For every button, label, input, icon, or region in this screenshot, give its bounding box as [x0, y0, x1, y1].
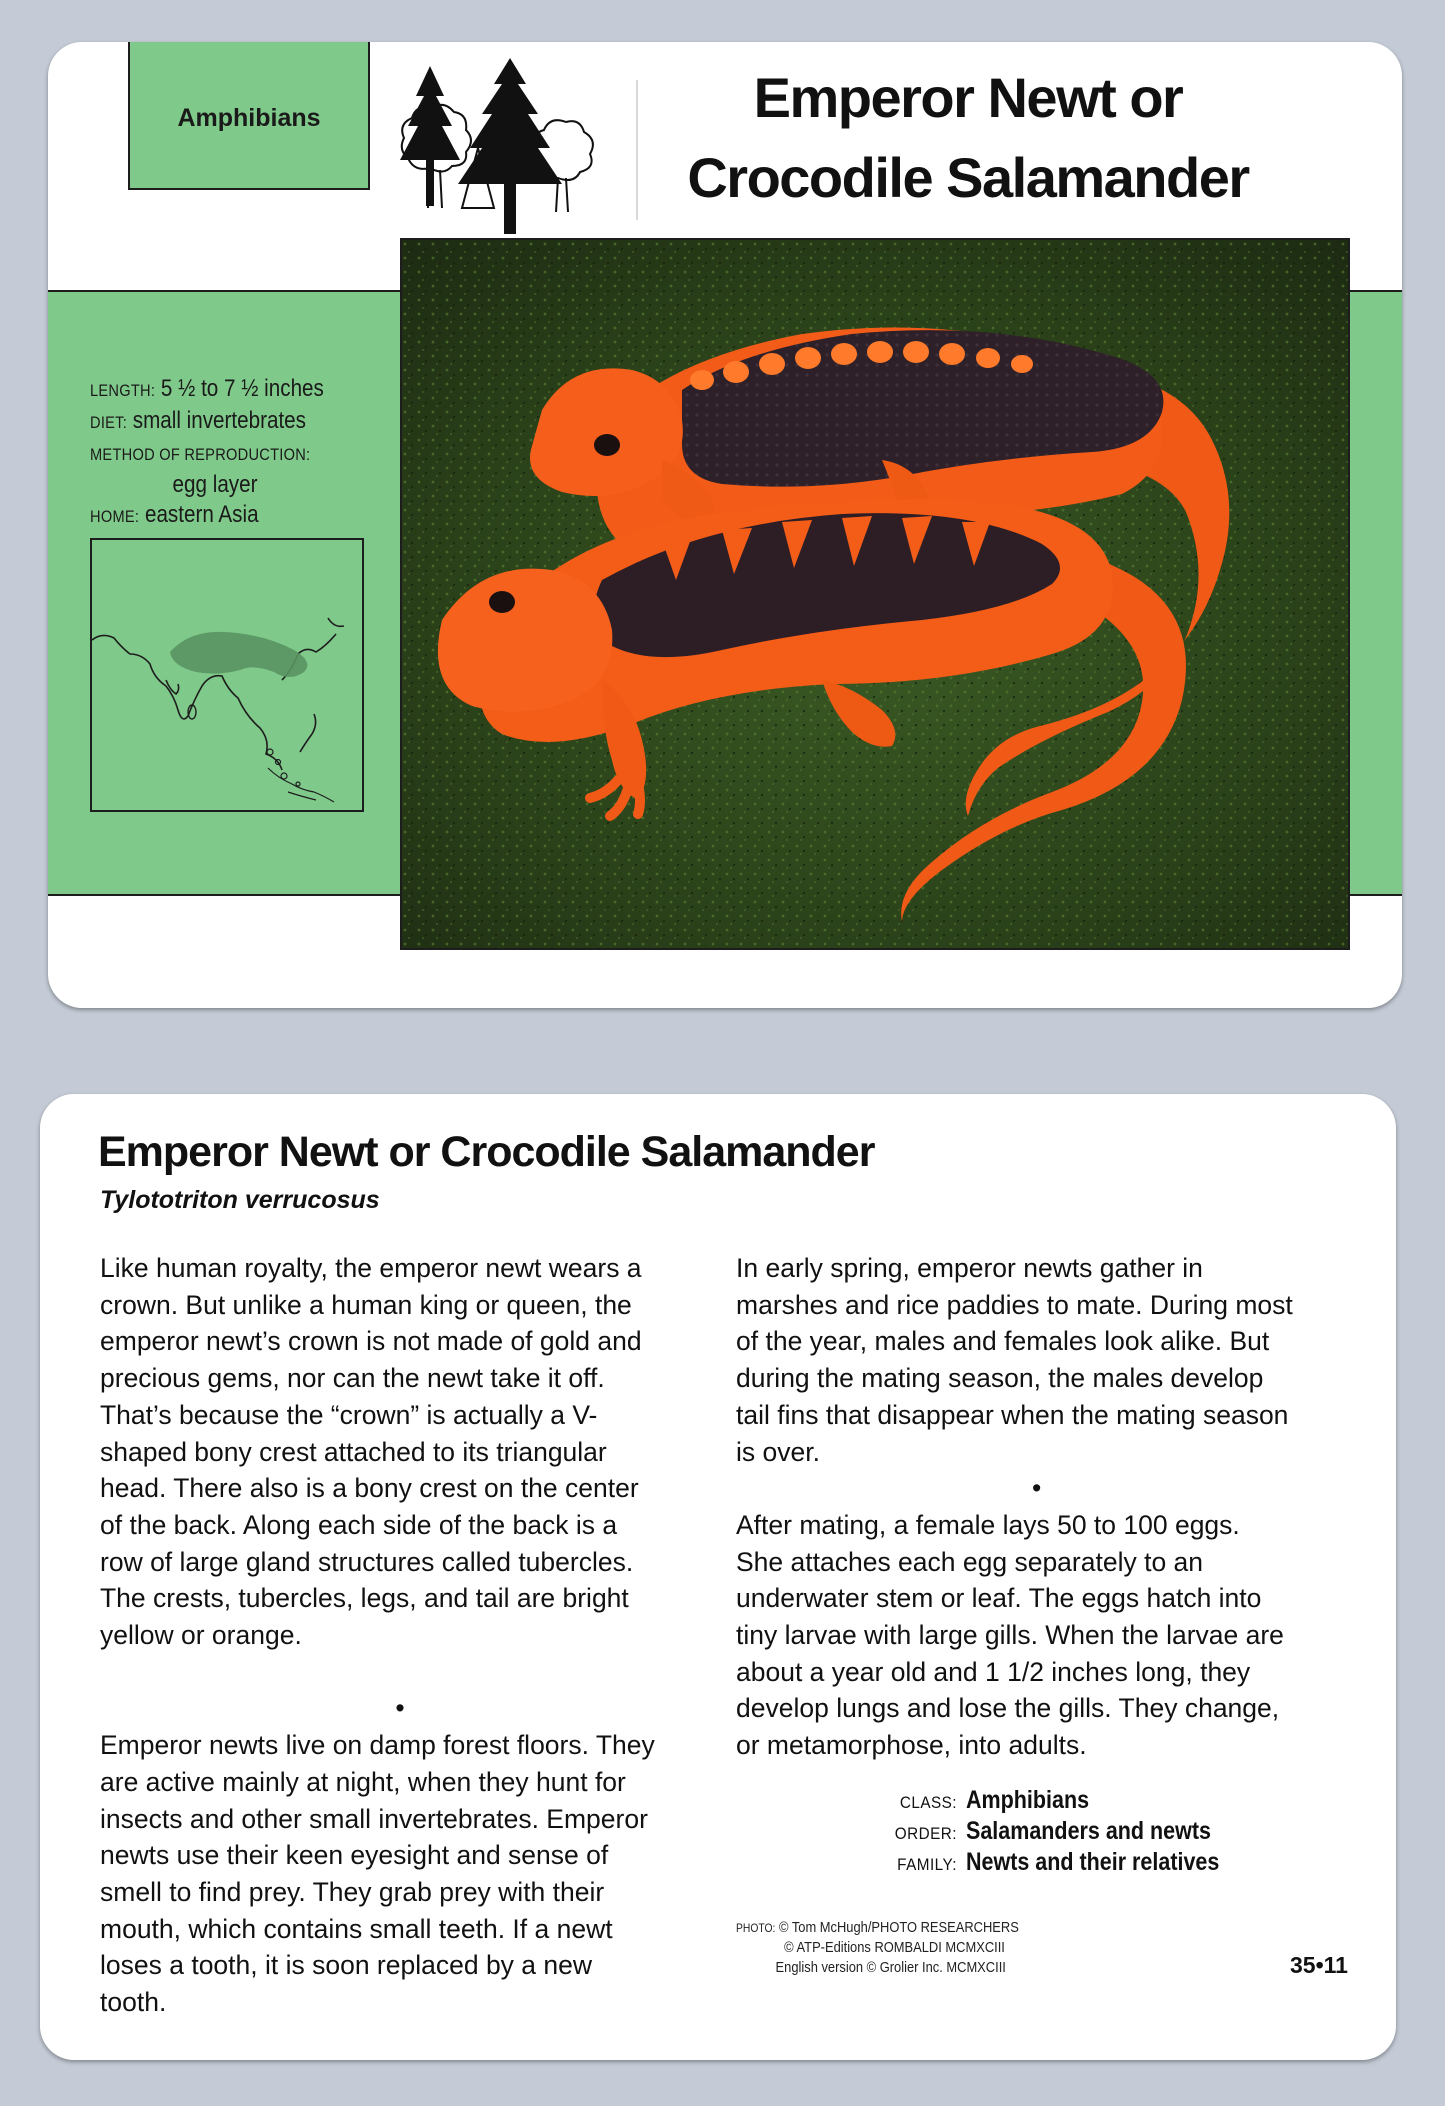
text-line: marshes and rice paddies to mate. During most: [736, 1289, 1293, 1320]
diet-value: small invertebrates: [132, 407, 306, 434]
credit-line: © ATP-Editions ROMBALDI MCMXCIII: [784, 1939, 1005, 1956]
taxonomy-family: [882, 1848, 1261, 1879]
range-map-drawing: [92, 540, 362, 810]
newt-photo-drawing: [402, 240, 1348, 948]
front-title: [608, 58, 1328, 218]
order-value: Salamanders and newts: [966, 1817, 1211, 1845]
paragraph-separator: •: [1032, 1473, 1042, 1504]
text-column-left: [100, 1250, 700, 2021]
scientific-name: Tylototriton verrucosus: [100, 1186, 380, 1214]
front-card: [48, 42, 1402, 1008]
newt-photo: [400, 238, 1350, 950]
text-line: tiny larvae with large gills. When the larvae are: [736, 1620, 1284, 1651]
credit-line: English version © Grolier Inc. MCMXCIII: [775, 1959, 1006, 1976]
text-line: are active mainly at night, when they hunt for: [100, 1766, 626, 1797]
text-line: shaped bony crest attached to its triangular: [100, 1436, 607, 1467]
photo-label: PHOTO:: [736, 1921, 776, 1935]
fact-method: [90, 438, 348, 470]
family-value: Newts and their relatives: [966, 1848, 1220, 1876]
home-label: HOME:: [90, 507, 140, 526]
text-line: newts use their keen eyesight and sense of: [100, 1840, 609, 1871]
text-line: during the mating season, the males develop: [736, 1363, 1264, 1394]
text-line: underwater stem or leaf. The eggs hatch into: [736, 1583, 1262, 1614]
taxonomy-order: [882, 1817, 1261, 1848]
text-line: That’s because the “crown” is actually a V-: [100, 1399, 598, 1430]
fact-list: [90, 374, 390, 532]
front-title-line1: Emperor Newt or: [753, 66, 1183, 129]
front-title-line2: Crocodile Salamander: [687, 146, 1249, 209]
text-line: emperor newt’s crown is not made of gold and: [100, 1326, 642, 1357]
text-line: of the year, males and females look alike. But: [736, 1326, 1270, 1357]
fact-home: [90, 500, 348, 532]
fact-diet: [90, 406, 348, 438]
method-label: METHOD OF REPRODUCTION:: [90, 445, 311, 464]
fact-method-value: [90, 470, 348, 500]
text-line: tail fins that disappear when the mating season: [736, 1399, 1289, 1430]
text-line: tooth.: [100, 1987, 167, 2018]
paragraph-separator: [100, 1654, 700, 1691]
order-label: ORDER:: [894, 1824, 957, 1843]
range-area: [170, 632, 307, 677]
credit-photographer: © Tom McHugh/PHOTO RESEARCHERS: [778, 1919, 1019, 1936]
diet-label: DIET:: [90, 413, 128, 432]
forest-habitat-icon: [390, 58, 605, 236]
text-line: crown. But unlike a human king or queen, the: [100, 1289, 632, 1320]
text-line: Emperor newts live on damp forest floors. They: [100, 1730, 655, 1761]
text-line: precious gems, nor can the newt take it off.: [100, 1363, 605, 1394]
text-line: In early spring, emperor newts gather in: [736, 1253, 1203, 1283]
taxonomy-class: [882, 1786, 1261, 1817]
text-line: is over.: [736, 1436, 820, 1467]
paragraph-eggs: [736, 1507, 1346, 1764]
text-line: smell to find prey. They grab prey with their: [100, 1876, 605, 1907]
text-line: row of large gland structures called tubercles.: [100, 1546, 634, 1577]
fact-length: [90, 374, 348, 406]
text-line: loses a tooth, it is soon replaced by a new: [100, 1950, 593, 1981]
class-value: Amphibians: [966, 1786, 1090, 1814]
text-line: She attaches each egg separately to an: [736, 1546, 1204, 1577]
text-line: Like human royalty, the emperor newt wears a: [100, 1253, 642, 1283]
text-line: about a year old and 1 1/2 inches long, they: [736, 1656, 1251, 1687]
category-label: Amphibians: [177, 103, 321, 132]
paragraph-mating: [736, 1250, 1346, 1470]
text-line: of the back. Along each side of the back is a: [100, 1509, 618, 1540]
text-line: or metamorphose, into adults.: [736, 1730, 1087, 1761]
class-label: CLASS:: [899, 1793, 957, 1812]
text-line: mouth, which contains small teeth. If a newt: [100, 1913, 613, 1944]
back-title: Emperor Newt or Crocodile Salamander: [98, 1128, 875, 1176]
text-line: After mating, a female lays 50 to 100 eggs.: [736, 1509, 1240, 1540]
home-value: eastern Asia: [144, 501, 259, 528]
length-label: LENGTH:: [90, 381, 156, 400]
text-column-right: [736, 1250, 1346, 1764]
method-value: egg layer: [172, 471, 258, 498]
text-line: head. There also is a bony crest on the center: [100, 1473, 639, 1504]
photo-credits: [736, 1918, 1065, 1978]
paragraph-royalty: [100, 1250, 700, 1654]
back-card: [40, 1094, 1396, 2060]
length-value: 5 ½ to 7 ½ inches: [160, 375, 324, 402]
family-label: FAMILY:: [897, 1855, 957, 1874]
credit-line: [736, 1918, 1019, 1938]
category-tag: [128, 42, 370, 190]
range-map: [90, 538, 364, 812]
taxonomy-block: [882, 1786, 1261, 1879]
text-line: The crests, tubercles, legs, and tail are bright: [100, 1583, 629, 1614]
paragraph-habitat: [100, 1727, 700, 2021]
paragraph-separator: •: [395, 1693, 405, 1724]
text-line: develop lungs and lose the gills. They change,: [736, 1693, 1280, 1724]
card-number: 35•11: [1290, 1952, 1348, 1978]
text-line: insects and other small invertebrates. Emperor: [100, 1803, 648, 1834]
text-line: yellow or orange.: [100, 1620, 302, 1651]
